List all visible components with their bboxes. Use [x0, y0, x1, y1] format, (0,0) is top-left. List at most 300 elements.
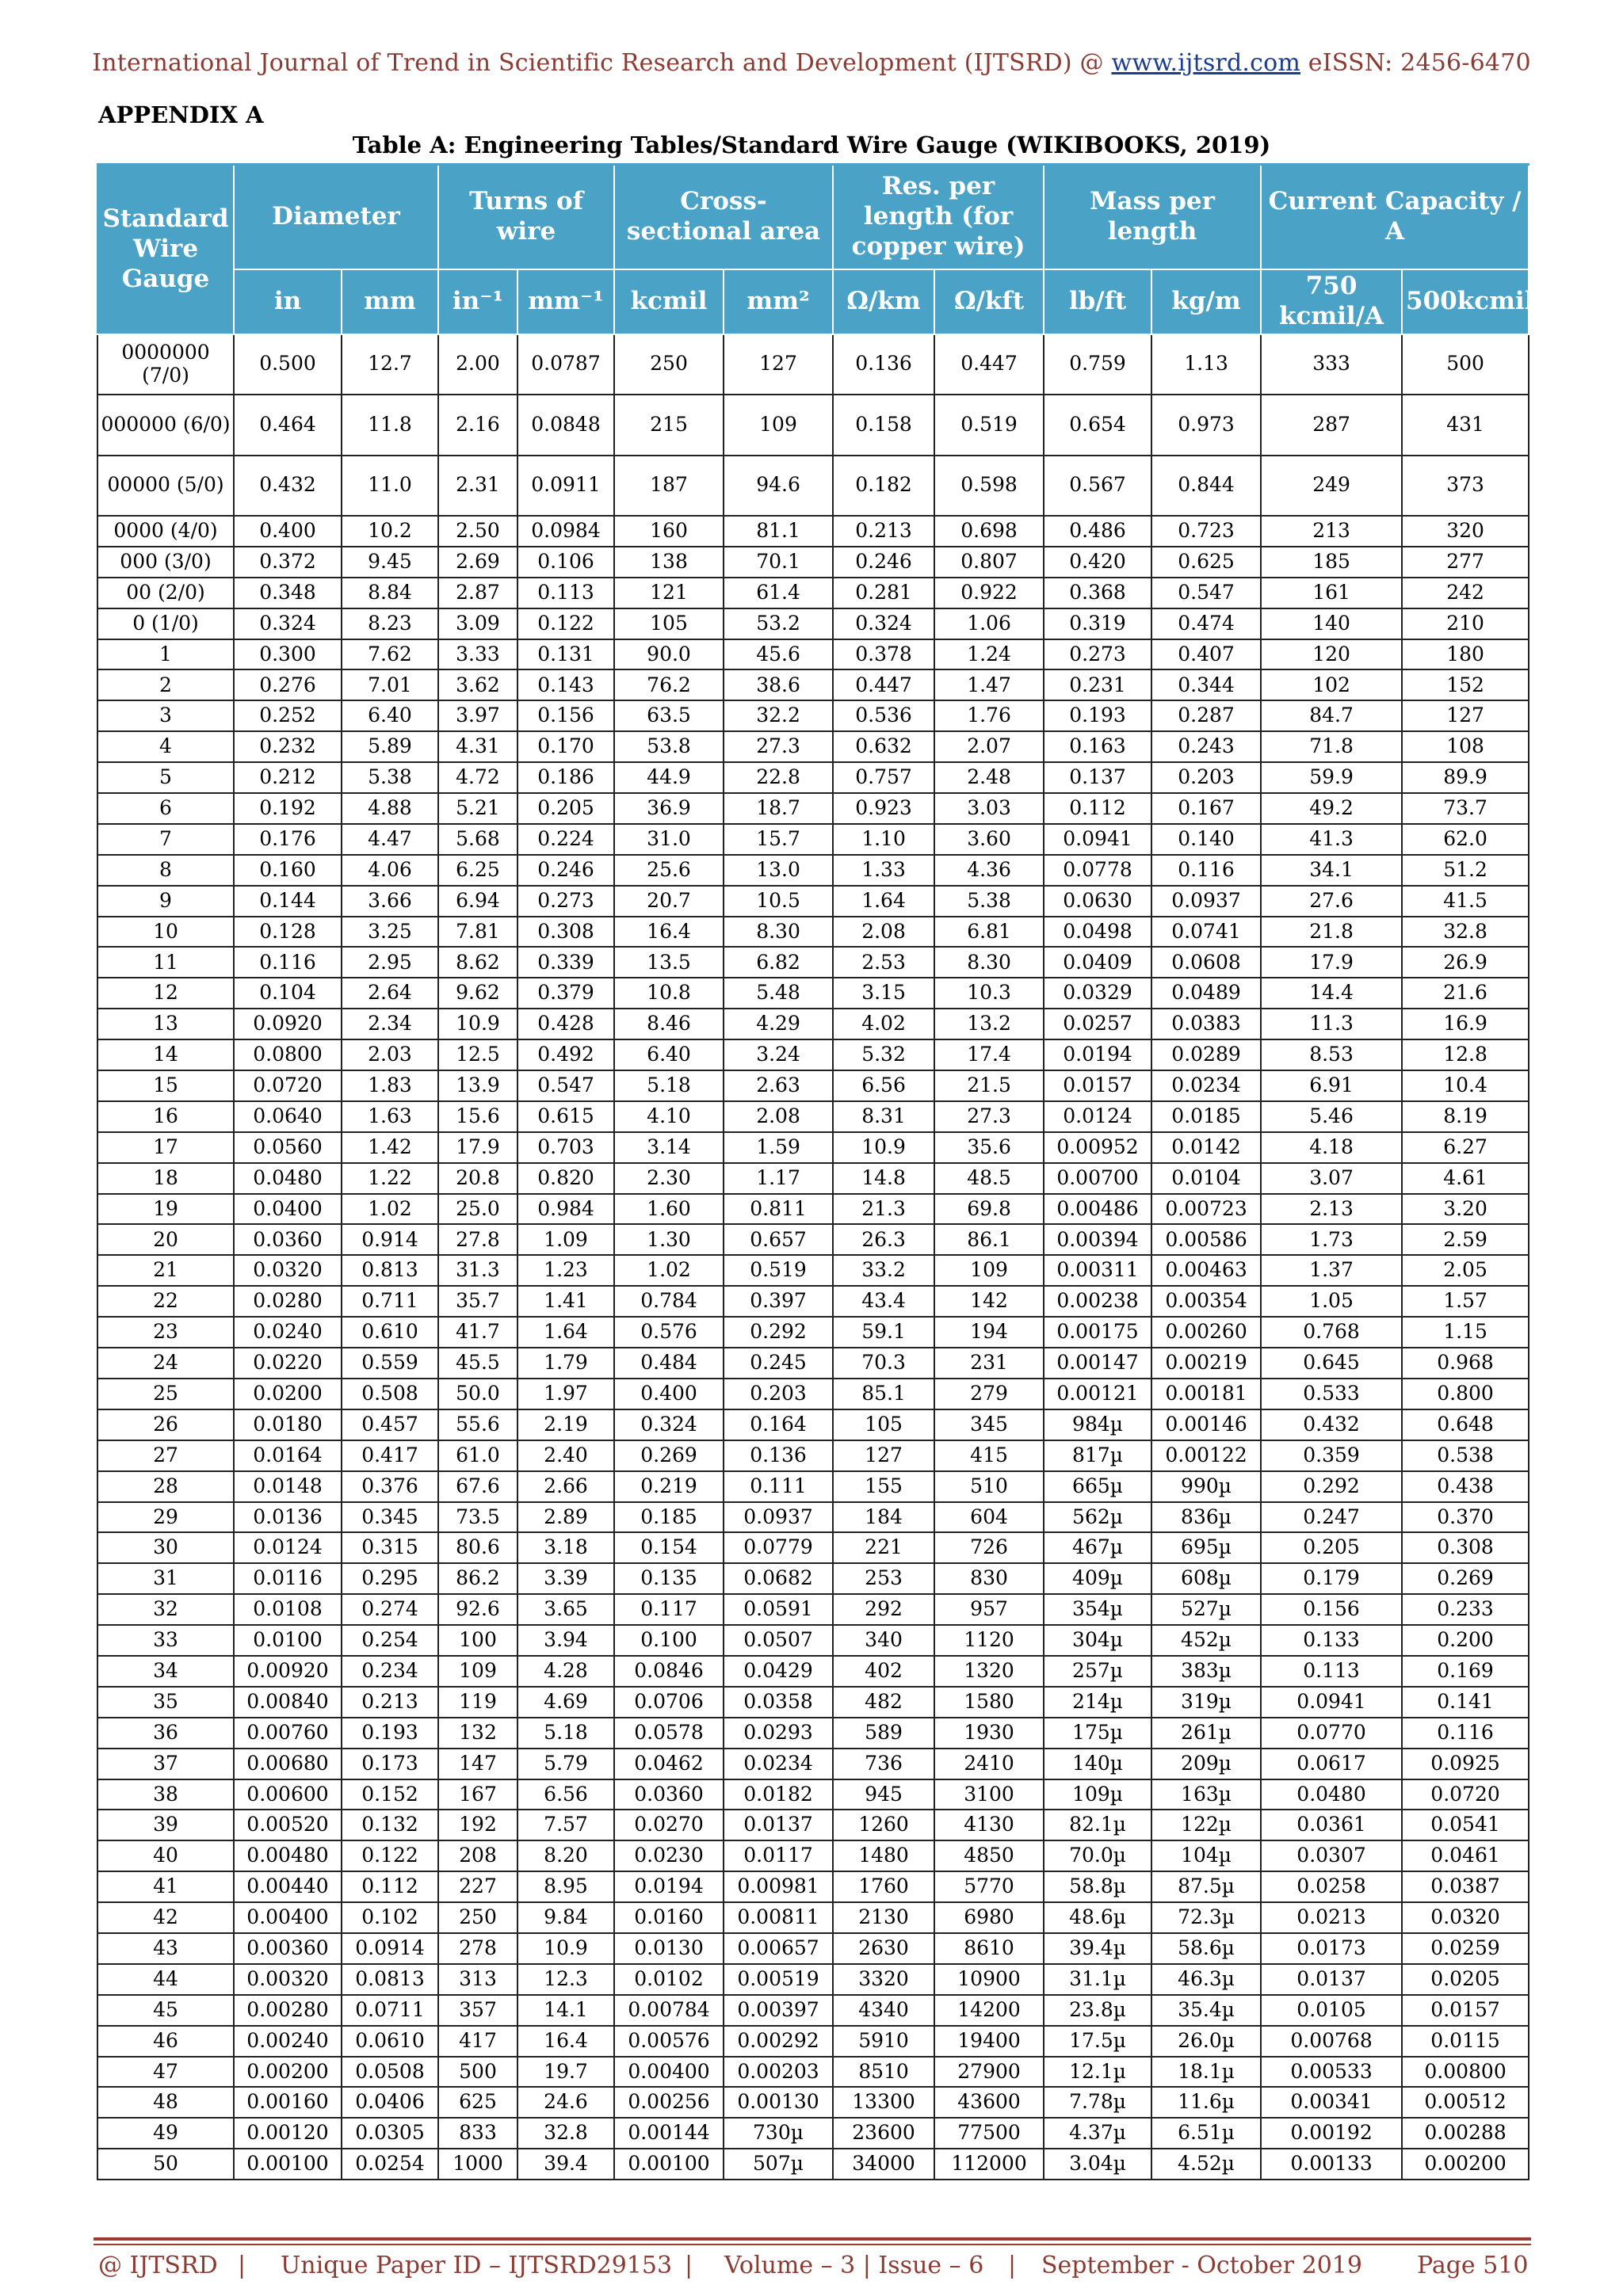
cell-area-mm2: 4.29 [724, 1009, 833, 1039]
cell-mass-kg-m: 58.6µ [1151, 1933, 1261, 1964]
cell-gauge: 0000 (4/0) [97, 516, 234, 547]
cell-current-750: 0.359 [1261, 1440, 1402, 1471]
cell-dia-mm: 8.23 [342, 608, 438, 639]
cell-area-kcmil: 63.5 [614, 700, 724, 731]
cell-turns-mm: 32.8 [517, 2118, 614, 2149]
cell-turns-mm: 10.9 [517, 1933, 614, 1964]
cell-current-750: 1.37 [1261, 1255, 1402, 1286]
cell-area-mm2: 5.48 [724, 978, 833, 1009]
table-row [97, 1779, 1529, 1810]
cell-turns-mm: 0.0848 [517, 395, 614, 456]
cell-turns-mm: 0.0984 [517, 516, 614, 547]
cell-area-kcmil: 13.5 [614, 947, 724, 978]
cell-gauge: 0000000 (7/0) [97, 334, 234, 395]
table-row [97, 395, 1529, 456]
cell-mass-kg-m: 0.0185 [1151, 1101, 1261, 1132]
cell-turns-in: 73.5 [438, 1502, 517, 1533]
table-row [97, 456, 1529, 517]
cell-gauge: 20 [97, 1224, 234, 1255]
cell-dia-in: 0.252 [234, 700, 342, 731]
cell-current-750: 0.432 [1261, 1409, 1402, 1440]
cell-current-750: 0.292 [1261, 1471, 1402, 1502]
cell-current-750: 161 [1261, 578, 1402, 608]
cell-mass-lb-ft: 48.6µ [1044, 1902, 1151, 1933]
journal-name: International Journal of Trend in Scientific Research and Development (IJTSRD) @ [92, 49, 1112, 77]
cell-dia-mm: 5.38 [342, 762, 438, 793]
cell-mass-lb-ft: 257µ [1044, 1656, 1151, 1687]
cell-current-750: 0.0307 [1261, 1840, 1402, 1871]
table-row [97, 1348, 1529, 1379]
table-row [97, 1995, 1529, 2026]
cell-area-kcmil: 25.6 [614, 855, 724, 886]
cell-dia-mm: 0.914 [342, 1224, 438, 1255]
cell-turns-in: 5.21 [438, 793, 517, 824]
cell-mass-lb-ft: 140µ [1044, 1749, 1151, 1779]
subheader-in: in [234, 269, 342, 334]
table-row [97, 2118, 1529, 2149]
cell-gauge: 43 [97, 1933, 234, 1964]
cell-gauge: 35 [97, 1687, 234, 1718]
cell-gauge: 23 [97, 1317, 234, 1348]
cell-res-ohm-kft: 21.5 [934, 1070, 1044, 1101]
cell-area-mm2: 2.08 [724, 1101, 833, 1132]
cell-dia-mm: 0.234 [342, 1656, 438, 1687]
cell-gauge: 17 [97, 1132, 234, 1163]
cell-dia-mm: 0.295 [342, 1563, 438, 1594]
cell-turns-mm: 3.18 [517, 1532, 614, 1563]
cell-area-kcmil: 1.02 [614, 1255, 724, 1286]
cell-area-mm2: 0.397 [724, 1286, 833, 1317]
cell-res-ohm-kft: 1.47 [934, 669, 1044, 700]
subheader-750kcmil: 750 kcmil/A [1261, 269, 1402, 334]
cell-turns-in: 2.50 [438, 516, 517, 547]
cell-res-ohm-km: 1.33 [833, 855, 934, 886]
subheader-per-in: in⁻¹ [438, 269, 517, 334]
cell-res-ohm-km: 589 [833, 1718, 934, 1749]
cell-current-750: 185 [1261, 547, 1402, 578]
cell-dia-mm: 0.711 [342, 1286, 438, 1317]
cell-turns-in: 2.00 [438, 334, 517, 395]
cell-dia-in: 0.0148 [234, 1471, 342, 1502]
cell-current-500: 1.57 [1402, 1286, 1529, 1317]
cell-turns-mm: 0.205 [517, 793, 614, 824]
cell-mass-lb-ft: 665µ [1044, 1471, 1151, 1502]
cell-dia-mm: 0.152 [342, 1779, 438, 1810]
cell-dia-mm: 6.40 [342, 700, 438, 731]
cell-turns-in: 208 [438, 1840, 517, 1871]
cell-mass-kg-m: 87.5µ [1151, 1871, 1261, 1902]
footer-separator: | [238, 2252, 246, 2279]
table-row [97, 1440, 1529, 1471]
cell-current-500: 0.0259 [1402, 1933, 1529, 1964]
cell-gauge: 32 [97, 1594, 234, 1625]
cell-mass-kg-m: 35.4µ [1151, 1995, 1261, 2026]
cell-area-mm2: 2.63 [724, 1070, 833, 1101]
cell-turns-in: 2.87 [438, 578, 517, 608]
cell-res-ohm-kft: 27900 [934, 2057, 1044, 2088]
cell-gauge: 31 [97, 1563, 234, 1594]
cell-mass-kg-m: 0.00181 [1151, 1379, 1261, 1409]
cell-res-ohm-km: 221 [833, 1532, 934, 1563]
cell-dia-in: 0.00240 [234, 2026, 342, 2057]
cell-area-kcmil: 1.60 [614, 1194, 724, 1225]
cell-mass-kg-m: 0.973 [1151, 395, 1261, 456]
cell-area-kcmil: 0.0230 [614, 1840, 724, 1871]
cell-gauge: 10 [97, 917, 234, 948]
cell-mass-lb-ft: 0.368 [1044, 578, 1151, 608]
cell-mass-lb-ft: 82.1µ [1044, 1810, 1151, 1840]
cell-area-kcmil: 3.14 [614, 1132, 724, 1163]
cell-mass-kg-m: 0.547 [1151, 578, 1261, 608]
cell-dia-mm: 1.42 [342, 1132, 438, 1163]
cell-area-kcmil: 0.0846 [614, 1656, 724, 1687]
cell-res-ohm-km: 0.632 [833, 731, 934, 762]
cell-res-ohm-kft: 43600 [934, 2087, 1044, 2118]
cell-mass-lb-ft: 562µ [1044, 1502, 1151, 1533]
cell-mass-lb-ft: 17.5µ [1044, 2026, 1151, 2057]
cell-mass-lb-ft: 817µ [1044, 1440, 1151, 1471]
cell-dia-mm: 0.0711 [342, 1995, 438, 2026]
table-row [97, 334, 1529, 395]
cell-dia-mm: 0.213 [342, 1687, 438, 1718]
cell-dia-mm: 0.417 [342, 1440, 438, 1471]
cell-dia-mm: 0.315 [342, 1532, 438, 1563]
subheader-per-mm: mm⁻¹ [517, 269, 614, 334]
cell-gauge: 5 [97, 762, 234, 793]
cell-res-ohm-km: 34000 [833, 2149, 934, 2180]
cell-gauge: 2 [97, 669, 234, 700]
cell-dia-in: 0.0360 [234, 1224, 342, 1255]
cell-turns-in: 25.0 [438, 1194, 517, 1225]
cell-res-ohm-km: 43.4 [833, 1286, 934, 1317]
cell-dia-in: 0.00120 [234, 2118, 342, 2149]
cell-gauge: 12 [97, 978, 234, 1009]
cell-turns-mm: 0.615 [517, 1101, 614, 1132]
cell-turns-mm: 4.28 [517, 1656, 614, 1687]
cell-turns-in: 278 [438, 1933, 517, 1964]
cell-dia-mm: 0.0813 [342, 1964, 438, 1995]
cell-gauge: 14 [97, 1039, 234, 1070]
cell-current-750: 0.00533 [1261, 2057, 1402, 2088]
cell-mass-kg-m: 0.0289 [1151, 1039, 1261, 1070]
cell-mass-lb-ft: 58.8µ [1044, 1871, 1151, 1902]
cell-res-ohm-km: 155 [833, 1471, 934, 1502]
cell-area-kcmil: 0.0462 [614, 1749, 724, 1779]
table-row [97, 1810, 1529, 1840]
cell-res-ohm-kft: 35.6 [934, 1132, 1044, 1163]
cell-res-ohm-kft: 5.38 [934, 886, 1044, 917]
cell-mass-lb-ft: 0.00394 [1044, 1224, 1151, 1255]
cell-mass-lb-ft: 354µ [1044, 1594, 1151, 1625]
cell-dia-mm: 0.274 [342, 1594, 438, 1625]
cell-area-kcmil: 138 [614, 547, 724, 578]
cell-gauge: 49 [97, 2118, 234, 2149]
cell-mass-kg-m: 452µ [1151, 1625, 1261, 1656]
cell-gauge: 27 [97, 1440, 234, 1471]
cell-res-ohm-km: 2.53 [833, 947, 934, 978]
cell-res-ohm-km: 3.15 [833, 978, 934, 1009]
cell-turns-in: 61.0 [438, 1440, 517, 1471]
cell-gauge: 0 (1/0) [97, 608, 234, 639]
cell-mass-lb-ft: 0.0329 [1044, 978, 1151, 1009]
cell-area-mm2: 0.00292 [724, 2026, 833, 2057]
cell-area-kcmil: 0.0102 [614, 1964, 724, 1995]
cell-dia-mm: 1.02 [342, 1194, 438, 1225]
cell-res-ohm-kft: 2410 [934, 1749, 1044, 1779]
cell-current-750: 1.05 [1261, 1286, 1402, 1317]
cell-res-ohm-kft: 0.698 [934, 516, 1044, 547]
cell-dia-in: 0.0136 [234, 1502, 342, 1533]
cell-dia-mm: 8.84 [342, 578, 438, 608]
cell-res-ohm-km: 0.281 [833, 578, 934, 608]
cell-current-500: 0.169 [1402, 1656, 1529, 1687]
cell-area-kcmil: 0.135 [614, 1563, 724, 1594]
cell-gauge: 50 [97, 2149, 234, 2180]
journal-website-link[interactable]: www.ijtsrd.com [1111, 49, 1301, 77]
cell-current-750: 0.00768 [1261, 2026, 1402, 2057]
cell-gauge: 21 [97, 1255, 234, 1286]
cell-res-ohm-kft: 77500 [934, 2118, 1044, 2149]
cell-current-500: 12.8 [1402, 1039, 1529, 1070]
cell-res-ohm-kft: 3100 [934, 1779, 1044, 1810]
cell-area-mm2: 0.0682 [724, 1563, 833, 1594]
cell-res-ohm-km: 0.324 [833, 608, 934, 639]
cell-mass-kg-m: 527µ [1151, 1594, 1261, 1625]
cell-turns-mm: 0.547 [517, 1070, 614, 1101]
cell-current-750: 333 [1261, 334, 1402, 395]
cell-turns-mm: 0.308 [517, 917, 614, 948]
cell-res-ohm-kft: 6.81 [934, 917, 1044, 948]
cell-current-750: 0.0941 [1261, 1687, 1402, 1718]
table-row [97, 824, 1529, 855]
cell-turns-mm: 0.186 [517, 762, 614, 793]
cell-res-ohm-km: 5910 [833, 2026, 934, 2057]
cell-dia-in: 0.160 [234, 855, 342, 886]
cell-res-ohm-kft: 4.36 [934, 855, 1044, 886]
cell-current-500: 2.59 [1402, 1224, 1529, 1255]
cell-gauge: 36 [97, 1718, 234, 1749]
table-row [97, 1317, 1529, 1348]
cell-area-mm2: 0.0779 [724, 1532, 833, 1563]
cell-dia-mm: 2.95 [342, 947, 438, 978]
journal-header [0, 49, 1623, 77]
cell-res-ohm-km: 292 [833, 1594, 934, 1625]
cell-area-kcmil: 0.0578 [614, 1718, 724, 1749]
cell-current-750: 0.0137 [1261, 1964, 1402, 1995]
cell-res-ohm-km: 0.447 [833, 669, 934, 700]
cell-current-750: 0.00341 [1261, 2087, 1402, 2118]
cell-dia-mm: 2.64 [342, 978, 438, 1009]
cell-area-kcmil: 105 [614, 608, 724, 639]
cell-res-ohm-km: 1480 [833, 1840, 934, 1871]
cell-area-mm2: 0.0117 [724, 1840, 833, 1871]
table-row [97, 1563, 1529, 1594]
cell-dia-in: 0.00440 [234, 1871, 342, 1902]
cell-dia-mm: 0.0254 [342, 2149, 438, 2180]
cell-mass-kg-m: 0.407 [1151, 639, 1261, 670]
cell-area-kcmil: 0.0130 [614, 1933, 724, 1964]
cell-res-ohm-km: 33.2 [833, 1255, 934, 1286]
cell-dia-in: 0.192 [234, 793, 342, 824]
cell-turns-mm: 3.94 [517, 1625, 614, 1656]
cell-res-ohm-kft: 345 [934, 1409, 1044, 1440]
cell-turns-mm: 0.246 [517, 855, 614, 886]
cell-mass-lb-ft: 39.4µ [1044, 1933, 1151, 1964]
cell-area-mm2: 13.0 [724, 855, 833, 886]
cell-res-ohm-km: 26.3 [833, 1224, 934, 1255]
table-row [97, 2087, 1529, 2118]
cell-area-mm2: 38.6 [724, 669, 833, 700]
cell-current-750: 0.133 [1261, 1625, 1402, 1656]
cell-current-500: 21.6 [1402, 978, 1529, 1009]
cell-area-mm2: 0.00130 [724, 2087, 833, 2118]
cell-turns-mm: 1.41 [517, 1286, 614, 1317]
cell-mass-lb-ft: 409µ [1044, 1563, 1151, 1594]
cell-current-500: 51.2 [1402, 855, 1529, 886]
cell-area-kcmil: 215 [614, 395, 724, 456]
cell-mass-kg-m: 319µ [1151, 1687, 1261, 1718]
cell-res-ohm-kft: 1930 [934, 1718, 1044, 1749]
table-row [97, 1532, 1529, 1563]
cell-turns-mm: 39.4 [517, 2149, 614, 2180]
table-row [97, 1840, 1529, 1871]
cell-res-ohm-km: 1.10 [833, 824, 934, 855]
cell-turns-in: 8.62 [438, 947, 517, 978]
cell-current-750: 0.533 [1261, 1379, 1402, 1409]
cell-current-500: 0.116 [1402, 1718, 1529, 1749]
cell-dia-mm: 2.34 [342, 1009, 438, 1039]
cell-current-500: 0.0541 [1402, 1810, 1529, 1840]
cell-area-mm2: 15.7 [724, 824, 833, 855]
cell-mass-kg-m: 46.3µ [1151, 1964, 1261, 1995]
cell-current-500: 0.0205 [1402, 1964, 1529, 1995]
cell-current-750: 11.3 [1261, 1009, 1402, 1039]
table-row [97, 1687, 1529, 1718]
cell-area-kcmil: 0.0360 [614, 1779, 724, 1810]
cell-res-ohm-km: 0.536 [833, 700, 934, 731]
cell-turns-in: 250 [438, 1902, 517, 1933]
cell-dia-in: 0.500 [234, 334, 342, 395]
cell-res-ohm-km: 59.1 [833, 1317, 934, 1348]
cell-res-ohm-km: 736 [833, 1749, 934, 1779]
table-row [97, 1163, 1529, 1194]
table-row [97, 1132, 1529, 1163]
cell-res-ohm-km: 0.757 [833, 762, 934, 793]
cell-area-mm2: 53.2 [724, 608, 833, 639]
cell-current-500: 108 [1402, 731, 1529, 762]
table-row [97, 947, 1529, 978]
cell-dia-in: 0.348 [234, 578, 342, 608]
cell-mass-lb-ft: 109µ [1044, 1779, 1151, 1810]
cell-res-ohm-km: 0.923 [833, 793, 934, 824]
table-row [97, 639, 1529, 670]
cell-gauge: 30 [97, 1532, 234, 1563]
cell-dia-mm: 0.813 [342, 1255, 438, 1286]
cell-res-ohm-km: 402 [833, 1656, 934, 1687]
cell-mass-lb-ft: 7.78µ [1044, 2087, 1151, 2118]
cell-area-kcmil: 4.10 [614, 1101, 724, 1132]
cell-area-mm2: 32.2 [724, 700, 833, 731]
cell-turns-mm: 2.89 [517, 1502, 614, 1533]
cell-turns-mm: 0.113 [517, 578, 614, 608]
cell-gauge: 1 [97, 639, 234, 670]
cell-res-ohm-km: 2630 [833, 1933, 934, 1964]
cell-res-ohm-km: 482 [833, 1687, 934, 1718]
cell-current-750: 0.0173 [1261, 1933, 1402, 1964]
cell-area-mm2: 22.8 [724, 762, 833, 793]
cell-current-750: 17.9 [1261, 947, 1402, 978]
cell-turns-mm: 0.131 [517, 639, 614, 670]
cell-turns-mm: 0.170 [517, 731, 614, 762]
table-row [97, 1039, 1529, 1070]
cell-turns-mm: 1.23 [517, 1255, 614, 1286]
cell-turns-in: 17.9 [438, 1132, 517, 1163]
cell-area-kcmil: 16.4 [614, 917, 724, 948]
subheader-kg-m: kg/m [1151, 269, 1261, 334]
cell-turns-mm: 3.65 [517, 1594, 614, 1625]
cell-mass-kg-m: 383µ [1151, 1656, 1261, 1687]
cell-res-ohm-kft: 8.30 [934, 947, 1044, 978]
cell-res-ohm-km: 4.02 [833, 1009, 934, 1039]
cell-area-kcmil: 0.400 [614, 1379, 724, 1409]
cell-res-ohm-kft: 279 [934, 1379, 1044, 1409]
cell-area-mm2: 6.82 [724, 947, 833, 978]
cell-current-750: 0.0617 [1261, 1749, 1402, 1779]
cell-mass-kg-m: 0.0383 [1151, 1009, 1261, 1039]
table-row [97, 608, 1529, 639]
table-row [97, 917, 1529, 948]
cell-mass-lb-ft: 31.1µ [1044, 1964, 1151, 1995]
cell-mass-lb-ft: 4.37µ [1044, 2118, 1151, 2149]
cell-area-mm2: 94.6 [724, 456, 833, 517]
cell-current-500: 152 [1402, 669, 1529, 700]
table-row [97, 1718, 1529, 1749]
cell-mass-kg-m: 0.243 [1151, 731, 1261, 762]
cell-mass-kg-m: 0.00122 [1151, 1440, 1261, 1471]
cell-current-500: 0.00800 [1402, 2057, 1529, 2088]
cell-res-ohm-km: 340 [833, 1625, 934, 1656]
cell-dia-in: 0.00320 [234, 1964, 342, 1995]
cell-res-ohm-kft: 3.03 [934, 793, 1044, 824]
cell-mass-kg-m: 0.140 [1151, 824, 1261, 855]
table-row [97, 1749, 1529, 1779]
cell-dia-in: 0.0400 [234, 1194, 342, 1225]
cell-mass-kg-m: 104µ [1151, 1840, 1261, 1871]
cell-dia-in: 0.0116 [234, 1563, 342, 1594]
cell-turns-in: 833 [438, 2118, 517, 2149]
cell-mass-kg-m: 836µ [1151, 1502, 1261, 1533]
cell-turns-in: 2.69 [438, 547, 517, 578]
cell-area-kcmil: 0.00100 [614, 2149, 724, 2180]
cell-res-ohm-kft: 17.4 [934, 1039, 1044, 1070]
cell-mass-lb-ft: 984µ [1044, 1409, 1151, 1440]
cell-current-750: 8.53 [1261, 1039, 1402, 1070]
cell-mass-kg-m: 0.116 [1151, 855, 1261, 886]
cell-mass-kg-m: 0.167 [1151, 793, 1261, 824]
cell-gauge: 46 [97, 2026, 234, 2057]
cell-mass-lb-ft: 0.0941 [1044, 824, 1151, 855]
table-row [97, 1379, 1529, 1409]
cell-res-ohm-kft: 0.807 [934, 547, 1044, 578]
cell-turns-in: 12.5 [438, 1039, 517, 1070]
cell-mass-kg-m: 0.474 [1151, 608, 1261, 639]
footer-rule-thick [94, 2237, 1531, 2241]
cell-dia-in: 0.104 [234, 978, 342, 1009]
cell-current-500: 10.4 [1402, 1070, 1529, 1101]
cell-mass-lb-ft: 23.8µ [1044, 1995, 1151, 2026]
cell-current-750: 0.113 [1261, 1656, 1402, 1687]
footer-paper-id: Unique Paper ID – IJTSRD29153 [281, 2252, 673, 2279]
